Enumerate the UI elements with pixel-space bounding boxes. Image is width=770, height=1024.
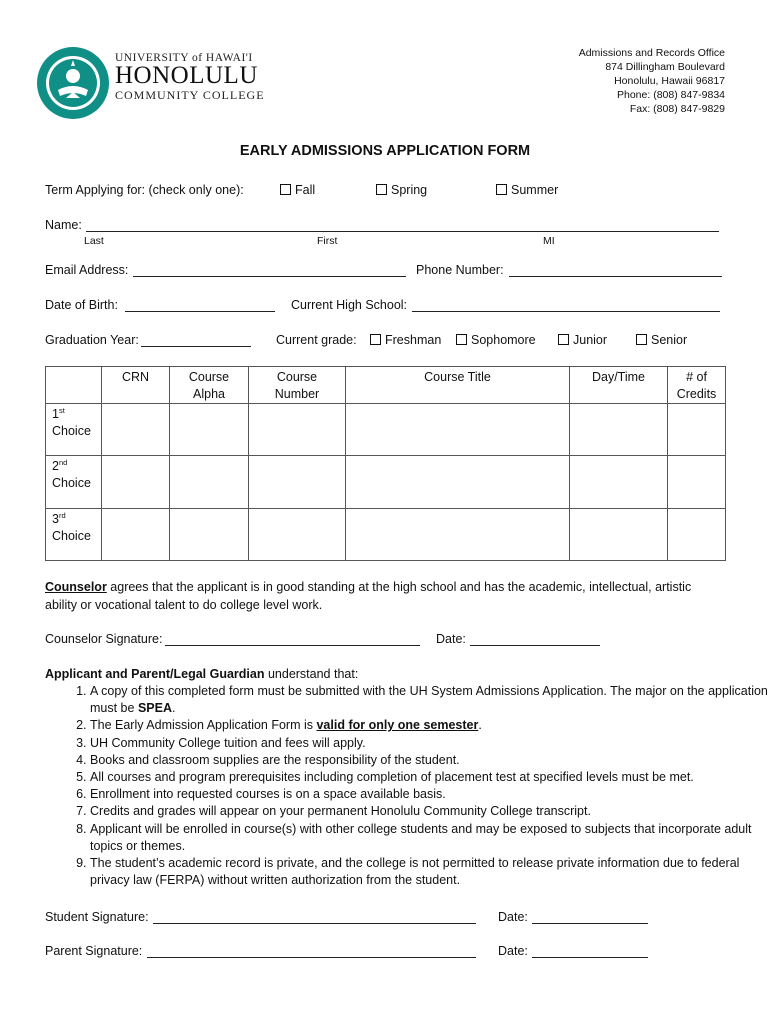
header-crn: CRN — [102, 367, 170, 404]
course-alpha-cell[interactable] — [170, 509, 249, 561]
list-item: 9. The student’s academic record is private, and the college is not permitted to release private information due to federal privacy law (FERPA) without written authorization from the student. — [90, 855, 770, 889]
graduation-year-label: Graduation Year: — [45, 333, 139, 347]
checkbox-summer[interactable] — [496, 184, 507, 195]
student-date-field[interactable] — [532, 910, 648, 924]
credits-cell[interactable] — [668, 456, 726, 509]
college-name: HONOLULU — [115, 62, 258, 89]
table-row — [46, 509, 726, 561]
phone-field[interactable] — [509, 263, 722, 277]
counselor-date-field[interactable] — [470, 632, 600, 646]
course-alpha-cell[interactable] — [170, 456, 249, 509]
list-item: 7. Credits and grades will appear on your permanent Honolulu Community College transcript. — [90, 803, 770, 820]
grade-option-freshman[interactable]: Freshman — [370, 332, 441, 349]
list-item: 8. Applicant will be enrolled in course(s) with other college students and may be exposed to subjects that incorporate adult topics or themes. — [90, 821, 770, 855]
name-part-last: Last — [84, 235, 104, 247]
checkbox-sophomore[interactable] — [456, 334, 467, 345]
agreement-list — [45, 683, 770, 889]
college-wordmark — [115, 52, 265, 103]
day-time-cell[interactable] — [570, 509, 668, 561]
university-name: UNIVERSITY of HAWAI'I — [115, 52, 253, 64]
list-item: 6. Enrollment into requested courses is on a space available basis. — [90, 786, 770, 803]
current-grade-label: Current grade: — [276, 333, 357, 347]
term-option-spring[interactable]: Spring — [376, 182, 427, 199]
parent-date-label: Date: — [498, 944, 528, 958]
checkbox-spring[interactable] — [376, 184, 387, 195]
counselor-lead: Counselor — [45, 580, 107, 594]
grade-option-senior[interactable]: Senior — [636, 332, 687, 349]
course-title-cell[interactable] — [346, 404, 570, 456]
header-course-title: Course Title — [346, 367, 570, 404]
dob-field[interactable] — [125, 298, 275, 312]
name-part-mi: MI — [543, 235, 555, 247]
term-option-fall[interactable]: Fall — [280, 182, 315, 199]
student-signature-field[interactable] — [153, 910, 476, 924]
name-part-first: First — [317, 235, 338, 247]
course-number-cell[interactable] — [249, 509, 346, 561]
address-line: Honolulu, Hawaii 96817 — [614, 75, 725, 87]
office-address — [579, 46, 725, 116]
list-item: 3. UH Community College tuition and fees will apply. — [90, 735, 770, 752]
email-label: Email Address: — [45, 263, 129, 277]
course-title-cell[interactable] — [346, 456, 570, 509]
credits-cell[interactable] — [668, 509, 726, 561]
counselor-date-label: Date: — [436, 632, 466, 646]
parent-signature-label: Parent Signature: — [45, 944, 143, 958]
counselor-signature-label: Counselor Signature: — [45, 632, 163, 646]
table-header-row — [46, 367, 726, 404]
grade-option-junior[interactable]: Junior — [558, 332, 607, 349]
header-course-number: Course Number — [249, 367, 346, 404]
list-item: 4. Books and classroom supplies are the responsibility of the student. — [90, 752, 770, 769]
high-school-field[interactable] — [412, 298, 720, 312]
form-title: EARLY ADMISSIONS APPLICATION FORM — [239, 143, 531, 159]
phone-label: Phone Number: — [416, 263, 504, 277]
course-number-cell[interactable] — [249, 404, 346, 456]
checkbox-fall[interactable] — [280, 184, 291, 195]
name-field[interactable] — [86, 218, 719, 232]
credits-cell[interactable] — [668, 404, 726, 456]
address-line: Admissions and Records Office — [578, 47, 725, 59]
crn-cell[interactable] — [102, 404, 170, 456]
counselor-signature-field[interactable] — [165, 632, 420, 646]
email-field[interactable] — [133, 263, 406, 277]
address-line: 874 Dillingham Boulevard — [605, 61, 725, 73]
high-school-label: Current High School: — [291, 298, 408, 312]
address-line: Phone: (808) 847-9834 — [617, 89, 725, 101]
course-choices-table — [45, 366, 726, 561]
counselor-text: agrees that the applicant is in good standing at the high school and has the academic, intellectual, artistic ability or vocational talent to do college level work. — [45, 580, 692, 612]
counselor-statement — [45, 579, 725, 614]
list-item: 2. The Early Admission Application Form is valid for only one semester. — [90, 717, 770, 734]
agreement-lead: Applicant and Parent/Legal Guardian — [45, 667, 265, 681]
header-choice — [46, 367, 102, 404]
course-alpha-cell[interactable] — [170, 404, 249, 456]
college-subtitle: COMMUNITY COLLEGE — [115, 88, 265, 102]
address-line: Fax: (808) 847-9829 — [629, 103, 725, 115]
agreement-lead-rest: understand that: — [264, 667, 359, 681]
course-number-cell[interactable] — [249, 456, 346, 509]
dob-label: Date of Birth: — [45, 298, 118, 312]
agreement-intro — [45, 666, 358, 683]
header-day-time: Day/Time — [570, 367, 668, 404]
day-time-cell[interactable] — [570, 404, 668, 456]
checkbox-senior[interactable] — [636, 334, 647, 345]
parent-date-field[interactable] — [532, 944, 648, 958]
graduation-year-field[interactable] — [141, 333, 251, 347]
header-course-alpha: Course Alpha — [170, 367, 249, 404]
table-row — [46, 456, 726, 509]
choice-label: 3rd Choice — [46, 509, 102, 561]
list-item: 5. All courses and program prerequisites including completion of placement test at specified levels must be met. — [90, 769, 770, 786]
choice-label: 1st Choice — [46, 404, 102, 456]
day-time-cell[interactable] — [570, 456, 668, 509]
checkbox-freshman[interactable] — [370, 334, 381, 345]
grade-option-sophomore[interactable]: Sophomore — [456, 332, 536, 349]
name-label: Name: — [45, 218, 82, 232]
list-item: 1. A copy of this completed form must be submitted with the UH System Admissions Application. The major on the application must be SPEA. — [90, 683, 770, 717]
parent-signature-field[interactable] — [147, 944, 476, 958]
term-label: Term Applying for: (check only one): — [45, 183, 244, 197]
college-seal-logo — [36, 46, 110, 120]
table-row — [46, 404, 726, 456]
checkbox-junior[interactable] — [558, 334, 569, 345]
crn-cell[interactable] — [102, 456, 170, 509]
student-signature-label: Student Signature: — [45, 910, 149, 924]
course-title-cell[interactable] — [346, 509, 570, 561]
choice-label: 2nd Choice — [46, 456, 102, 509]
term-option-summer[interactable]: Summer — [496, 182, 558, 199]
crn-cell[interactable] — [102, 509, 170, 561]
student-date-label: Date: — [498, 910, 528, 924]
header-credits: # of Credits — [668, 367, 726, 404]
